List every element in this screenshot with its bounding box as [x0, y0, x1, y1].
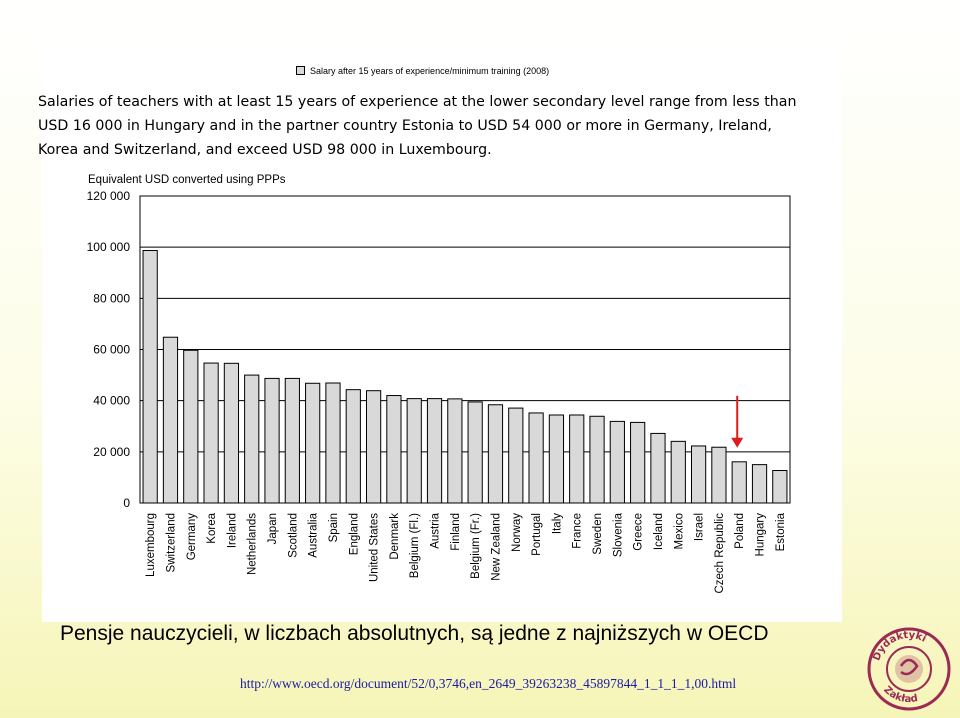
- bar-poland: [732, 462, 746, 503]
- bar-united-states: [366, 391, 380, 503]
- x-tick-label: Luxembourg: [145, 513, 158, 577]
- bar-belgium-fr: [468, 402, 482, 503]
- bar-belgium-fl: [407, 399, 421, 503]
- x-tick-label: Sweden: [592, 513, 605, 555]
- x-tick-label: Switzerland: [165, 513, 178, 573]
- slide-caption: Pensje nauczycieli, w liczbach absolutnych, są jedne z najniższych w OECD: [60, 622, 769, 645]
- bar-spain: [326, 383, 340, 503]
- bar-slovenia: [610, 421, 624, 503]
- y-tick-label: 0: [123, 496, 130, 510]
- x-tick-label: Ireland: [226, 513, 239, 549]
- y-axis-title: Equivalent USD converted using PPPs: [88, 174, 286, 186]
- bar-finland: [448, 399, 462, 503]
- x-tick-label: Belgium (Fl.): [409, 513, 422, 579]
- bar-sweden: [590, 416, 604, 503]
- bar-france: [570, 415, 584, 503]
- svg-text:Dydaktyki: Dydaktyki: [871, 629, 928, 663]
- bar-ireland: [224, 363, 238, 503]
- x-tick-label: Norway: [510, 513, 523, 552]
- x-tick-label: Denmark: [388, 513, 401, 560]
- x-tick-label: Germany: [185, 513, 198, 561]
- x-tick-label: New Zealand: [490, 513, 503, 581]
- bar-iceland: [651, 433, 665, 503]
- source-link[interactable]: http://www.oecd.org/document/52/0,3746,en_2649_39263238_45897844_1_1_1_1,00.html: [240, 676, 737, 691]
- x-tick-label: Mexico: [673, 513, 686, 550]
- x-tick-label: Portugal: [531, 513, 544, 556]
- x-tick-label: Austria: [429, 513, 442, 549]
- bar-israel: [691, 446, 705, 503]
- bar-italy: [549, 415, 563, 503]
- y-tick-label: 80 000: [93, 291, 130, 306]
- bar-austria: [427, 399, 441, 503]
- x-tick-label: Japan: [267, 513, 280, 545]
- x-tick-label: Spain: [327, 513, 340, 543]
- x-tick-label: Iceland: [652, 513, 665, 551]
- y-tick-label: 20 000: [93, 444, 130, 459]
- x-tick-label: Hungary: [754, 513, 767, 557]
- bar-hungary: [752, 465, 766, 503]
- bar-germany: [184, 350, 198, 503]
- x-tick-label: Slovenia: [612, 513, 625, 558]
- chart-subtitle: Salaries of teachers with at least 15 years of experience at the lower secondary level range from less than USD 16 000 in Hungary and in the partner country Estonia to USD 54 000 or more in Germany, Ireland, Korea and Switzerland, and exceed USD 98 000 in Luxembourg.: [38, 94, 797, 158]
- bar-portugal: [529, 413, 543, 503]
- y-tick-label: 40 000: [93, 393, 130, 408]
- bar-switzerland: [163, 337, 177, 503]
- department-stamp-logo: [866, 626, 952, 712]
- svg-text:Zakład: Zakład: [881, 684, 919, 706]
- x-tick-label: Greece: [632, 513, 645, 551]
- y-tick-label: 60 000: [93, 342, 130, 357]
- bar-estonia: [773, 471, 787, 503]
- bar-japan: [265, 378, 279, 503]
- y-tick-label: 120 000: [86, 189, 130, 203]
- x-tick-label: Poland: [734, 513, 747, 549]
- x-tick-label: Italy: [551, 513, 564, 535]
- bar-england: [346, 390, 360, 503]
- x-tick-label: Belgium (Fr.): [470, 513, 483, 579]
- bar-new-zealand: [488, 405, 502, 503]
- x-tick-label: Israel: [693, 513, 706, 542]
- bar-scotland: [285, 378, 299, 503]
- x-tick-label: France: [571, 513, 584, 549]
- x-tick-label: England: [348, 513, 361, 556]
- x-tick-label: Netherlands: [246, 513, 259, 576]
- x-tick-label: Finland: [449, 513, 462, 551]
- y-tick-label: 100 000: [86, 240, 130, 255]
- bar-luxembourg: [143, 250, 157, 503]
- x-tick-label: Australia: [307, 513, 320, 558]
- bar-greece: [631, 422, 645, 503]
- bar-netherlands: [245, 375, 259, 503]
- bar-korea: [204, 363, 218, 503]
- legend-label: Salary after 15 years of experience/minimum training (2008): [310, 66, 550, 76]
- bar-norway: [509, 408, 523, 503]
- bar-czech-republic: [712, 447, 726, 503]
- x-tick-label: United States: [368, 513, 381, 583]
- x-tick-label: Scotland: [287, 513, 300, 558]
- bar-denmark: [387, 396, 401, 503]
- x-tick-label: Korea: [206, 513, 219, 544]
- x-tick-label: Czech Republic: [713, 513, 726, 594]
- bar-australia: [306, 383, 320, 503]
- x-tick-label: Estonia: [774, 513, 787, 552]
- bar-mexico: [671, 441, 685, 503]
